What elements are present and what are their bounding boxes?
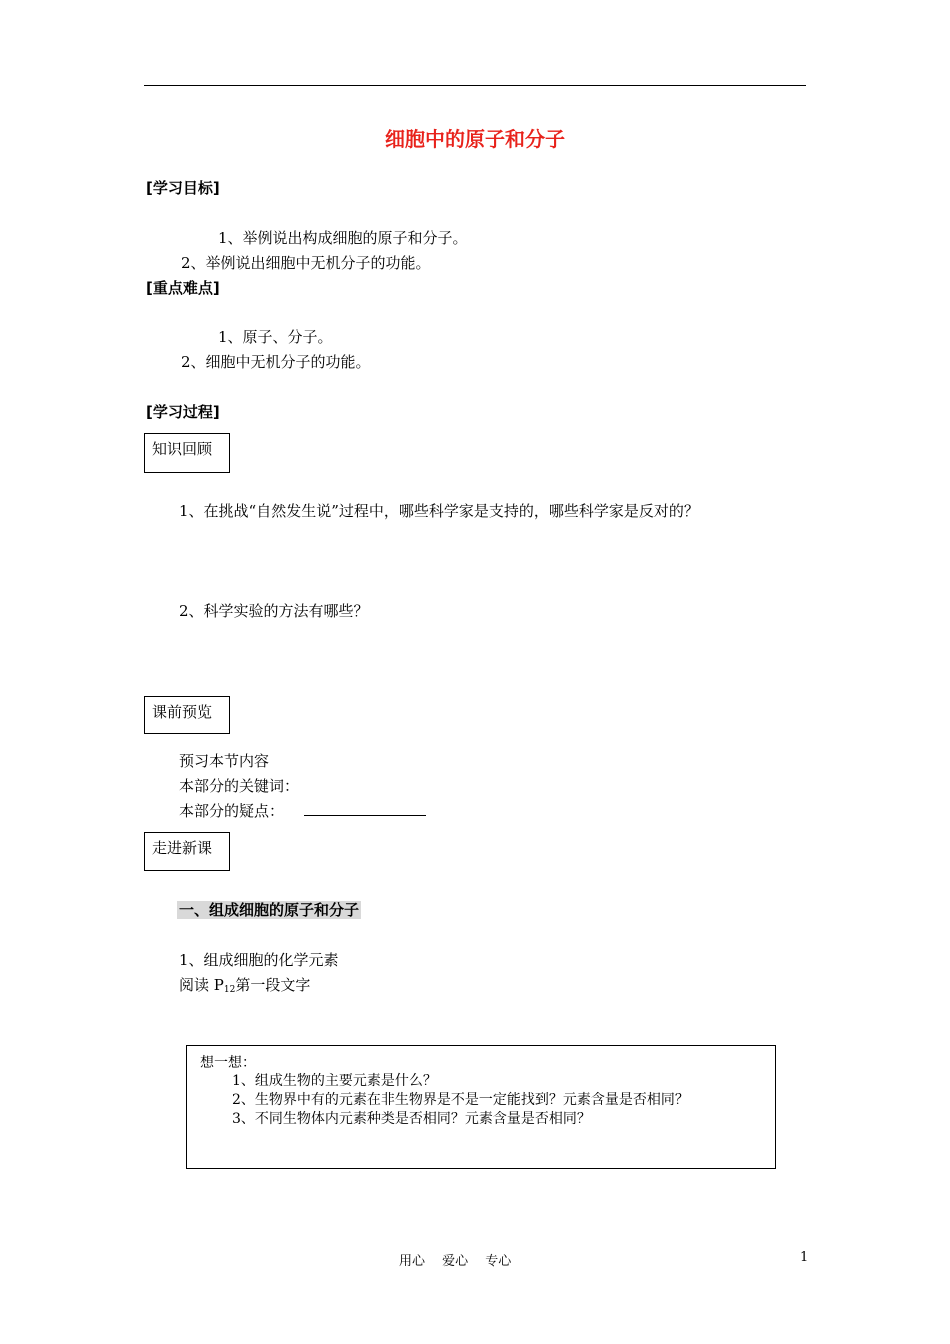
new-lesson-box: [144, 832, 230, 871]
review-question-1: 1、在挑战“自然发生说”过程中，哪些科学家是支持的，哪些科学家是反对的？: [179, 502, 699, 520]
think-box: [186, 1045, 776, 1169]
think-item-2: 2、生物界中有的元素在非生物界是不是一定能找到？元素含量是否相同？: [232, 1092, 689, 1108]
header-rule: [144, 85, 806, 86]
preview-box: [144, 696, 230, 734]
preview-line-2: 本部分的关键词：: [179, 777, 300, 795]
preview-box-label: 课前预览: [152, 703, 213, 721]
preview-line-1: 预习本节内容: [179, 752, 270, 770]
reading-instruction: [179, 974, 310, 995]
objectives-heading: [学习目标]: [146, 179, 220, 197]
objective-item-1: 1、举例说出构成细胞的原子和分子。: [218, 229, 468, 247]
preview-line-3: 本部分的疑点：: [179, 802, 285, 820]
think-box-title: 想一想：: [200, 1055, 256, 1071]
reading-prefix: 阅读 P: [179, 976, 224, 994]
keypoint-item-2: 2、细胞中无机分子的功能。: [181, 353, 371, 371]
reading-suffix: 第一段文字: [235, 976, 311, 994]
page-number: 1: [800, 1250, 809, 1265]
objective-item-2: 2、举例说出细胞中无机分子的功能。: [181, 254, 431, 272]
reading-page-subscript: 12: [223, 985, 236, 995]
doubt-answer-blank: [304, 815, 426, 816]
review-box: [144, 433, 230, 473]
review-box-label: 知识回顾: [152, 440, 213, 458]
keypoints-heading: [重点难点]: [146, 279, 220, 297]
think-item-1: 1、组成生物的主要元素是什么？: [232, 1073, 437, 1089]
document-title: 细胞中的原子和分子: [385, 127, 565, 151]
new-lesson-box-label: 走进新课: [152, 839, 213, 857]
subsection-1-title: 1、组成细胞的化学元素: [179, 951, 339, 969]
part-one-title: 一、组成细胞的原子和分子: [179, 901, 360, 919]
keypoint-item-1: 1、原子、分子。: [218, 328, 333, 346]
footer-slogan: 用心 爱心 专心: [399, 1254, 512, 1269]
review-question-2: 2、科学实验的方法有哪些？: [179, 602, 369, 620]
think-item-3: 3、不同生物体内元素种类是否相同？元素含量是否相同？: [232, 1111, 591, 1127]
process-heading: [学习过程]: [146, 403, 220, 421]
